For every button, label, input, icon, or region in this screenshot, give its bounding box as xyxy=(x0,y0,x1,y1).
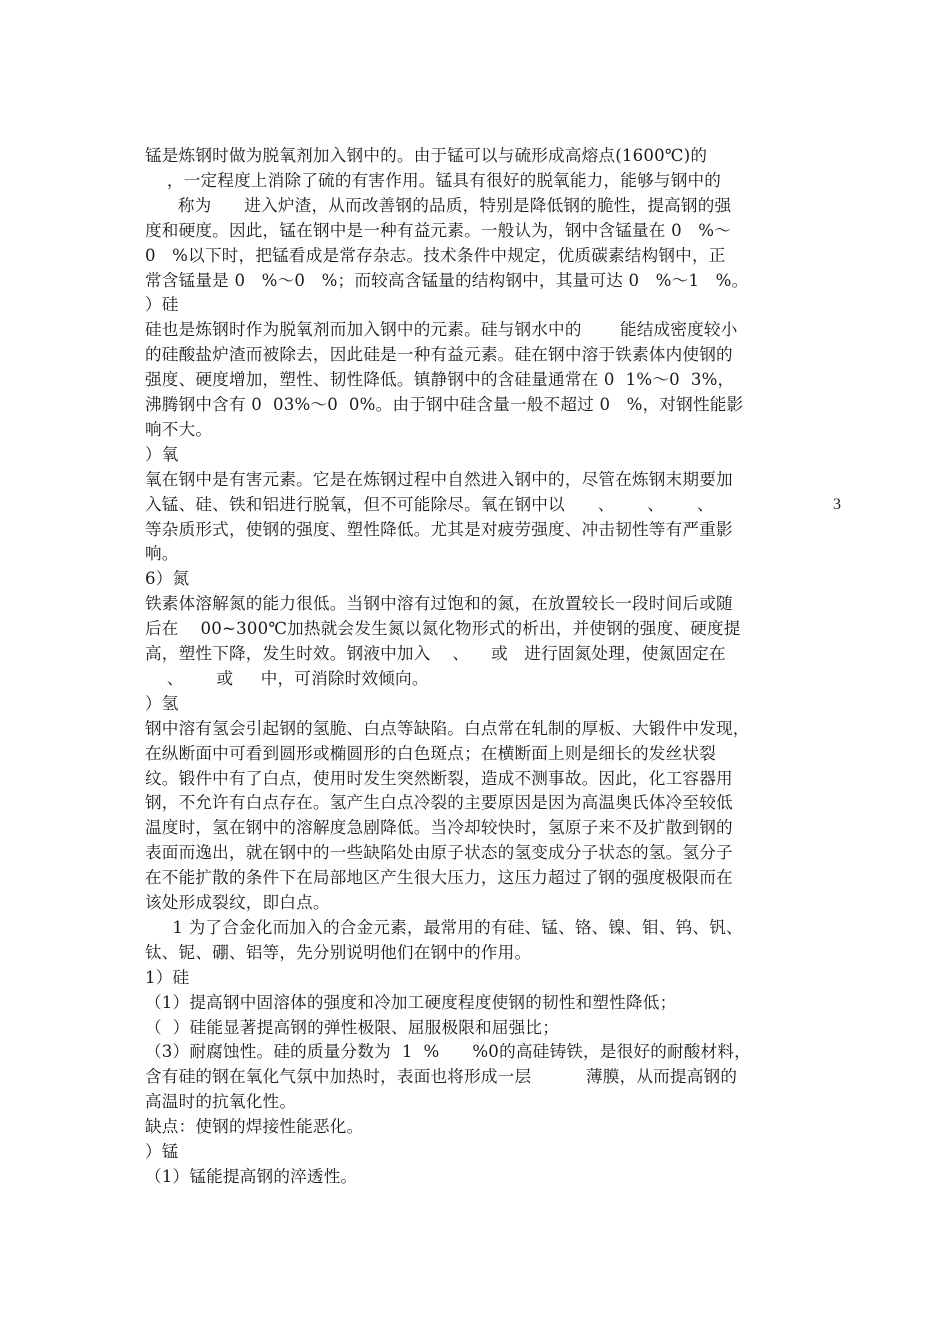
text-line: ）氧 xyxy=(145,444,179,464)
text-line: 1）硅 xyxy=(145,967,190,987)
text-line: （ ）硅能显著提高钢的弹性极限、屈服极限和屈强比； xyxy=(145,1017,559,1037)
text-line: 缺点：使钢的焊接性能恶化。 xyxy=(145,1117,364,1137)
text-line: 钢中溶有氢会引起钢的氢脆、白点等缺陷。白点常在轧制的厚板、大锻件中发现， xyxy=(145,718,750,738)
text-line: ）硅 xyxy=(145,295,179,315)
text-line: 0 %以下时，把锰看成是常存杂志。技术条件中规定，优质碳素结构钢中，正 xyxy=(145,245,726,265)
text-line: 在不能扩散的条件下在局部地区产生很大压力，这压力超过了钢的强度极限而在 xyxy=(145,868,733,888)
text-line: 表面而逸出，就在钢中的一些缺陷处由原子状态的氢变成分子状态的氢。氢分子 xyxy=(145,843,733,863)
text-line: 响。 xyxy=(145,544,179,564)
text-line: 含有硅的钢在氧化气氛中加热时，表面也将形成一层 薄膜，从而提高钢的 xyxy=(145,1067,738,1087)
text-line: 强度、硬度增加，塑性、韧性降低。镇静钢中的含硅量通常在 0 1%～0 3%， xyxy=(145,370,735,390)
text-line: 硅也是炼钢时作为脱氧剂而加入钢中的元素。硅与钢水中的 能结成密度较小 xyxy=(145,320,738,340)
text-line: 后在 00~300℃加热就会发生氮以氮化物形式的析出，并使钢的强度、硬度提 xyxy=(145,619,741,639)
text-line: 称为 进入炉渣，从而改善钢的品质，特别是降低钢的脆性，提高钢的强 xyxy=(145,195,732,215)
text-line: 钛、铌、硼、铝等，先分别说明他们在钢中的作用。 xyxy=(145,942,532,962)
text-line: 6）氮 xyxy=(145,569,190,589)
text-line: 氧在钢中是有害元素。它是在炼钢过程中自然进入钢中的，尽管在炼钢末期要加 xyxy=(145,469,733,489)
text-line: 等杂质形式，使钢的强度、塑性降低。尤其是对疲劳强度、冲击韧性等有严重影 xyxy=(145,519,733,539)
text-line: 铁素体溶解氮的能力很低。当钢中溶有过饱和的氮，在放置较长一段时间后或随 xyxy=(145,594,733,614)
text-line: 高，塑性下降，发生时效。钢液中加入 、 或 进行固氮处理，使氮固定在 xyxy=(145,644,726,663)
text-line: 纹。锻件中有了白点，使用时发生突然断裂，造成不测事故。因此，化工容器用 xyxy=(145,768,733,788)
text-line: 常含锰量是 0 %～0 %；而较高含锰量的结构钢中，其量可达 0 %～1 %。 xyxy=(145,270,749,290)
text-line: ）氢 xyxy=(145,693,179,713)
text-line: 高温时的抗氧化性。 xyxy=(145,1092,297,1112)
page-marker: 3 xyxy=(833,496,841,513)
text-line: 锰是炼钢时做为脱氧剂加入钢中的。由于锰可以与硫形成高熔点(1600℃)的 xyxy=(145,146,708,165)
text-line: 度和硬度。因此，锰在钢中是一种有益元素。一般认为，钢中含锰量在 0 %～ xyxy=(145,220,732,240)
text-line: ）锰 xyxy=(145,1142,179,1161)
text-line: 温度时，氢在钢中的溶解度急剧降低。当冷却较快时，氢原子来不及扩散到钢的 xyxy=(145,818,733,838)
text-line: 该处形成裂纹，即白点。 xyxy=(145,893,330,912)
text-line: ，一定程度上消除了硫的有害作用。锰具有很好的脱氧能力，能够与钢中的 xyxy=(145,170,722,190)
text-line: （1）锰能提高钢的淬透性。 xyxy=(145,1166,358,1186)
text-line: （3）耐腐蚀性。硅的质量分数为 1 % %0的高硅铸铁，是很好的耐酸材料， xyxy=(145,1042,751,1062)
text-line: 、 或 中，可消除时效倾向。 xyxy=(145,668,429,688)
text-line: 响不大。 xyxy=(145,419,213,439)
text-line: 入锰、硅、铁和铝进行脱氧，但不可能除尽。氧在钢中以 、 、 、 xyxy=(145,494,714,514)
text-line: 的硅酸盐炉渣而被除去，因此硅是一种有益元素。硅在钢中溶于铁素体内使钢的 xyxy=(145,345,733,365)
text-line: 沸腾钢中含有 0 03%～0 0%。由于钢中硅含量一般不超过 0 %，对钢性能影 xyxy=(145,395,744,414)
text-line: 在纵断面中可看到圆形或椭圆形的白色斑点；在横断面上则是细长的发丝状裂 xyxy=(145,743,716,763)
text-line: 钢，不允许有白点存在。氢产生白点冷裂的主要原因是因为高温奥氏体冷至较低 xyxy=(145,793,733,813)
text-line: （1）提高钢中固溶体的强度和冷加工硬度程度使钢的韧性和塑性降低； xyxy=(145,992,677,1012)
text-line: 1 为了合金化而加入的合金元素，最常用的有硅、锰、铬、镍、钼、钨、钒、 xyxy=(145,917,743,937)
